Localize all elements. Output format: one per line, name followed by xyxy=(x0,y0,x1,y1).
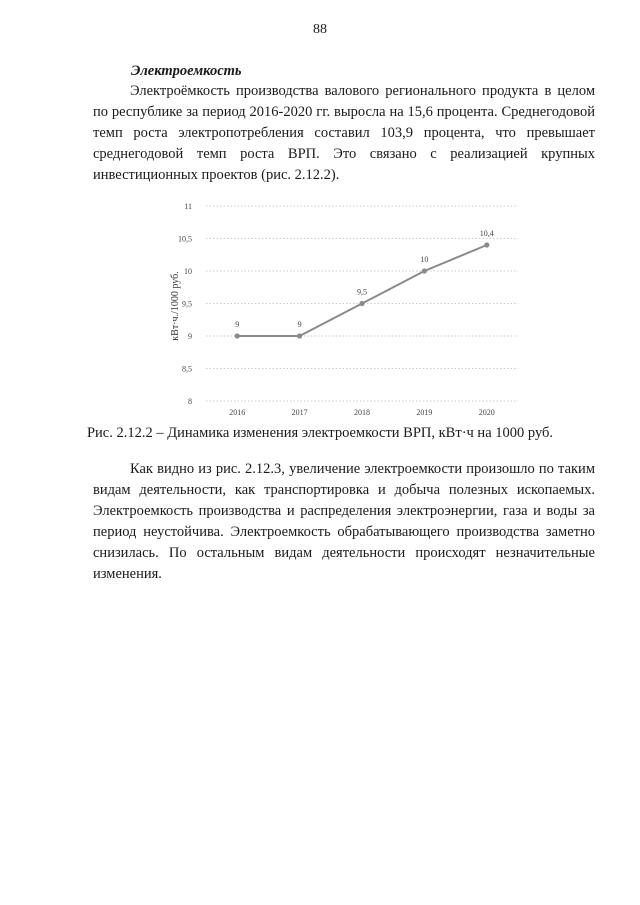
data-labels xyxy=(235,229,494,329)
x-axis-ticks xyxy=(229,408,495,417)
y-tick-label: 8 xyxy=(188,397,192,406)
y-tick-label: 10,5 xyxy=(178,234,192,244)
data-label: 9,5 xyxy=(357,287,367,297)
data-point xyxy=(484,242,489,247)
x-tick-label: 2019 xyxy=(416,408,433,417)
chart-svg xyxy=(158,196,528,421)
y-tick-label: 11 xyxy=(184,202,192,211)
x-tick-label: 2018 xyxy=(354,408,370,417)
y-tick-label: 8,5 xyxy=(182,364,192,374)
page-number: 88 xyxy=(313,22,327,37)
paragraph-intro: Электроёмкость производства валового регионального продукта в целом по республике за период 2016-2020 гг. выросла на 15,6 процента. Среднегодовой темп роста электропотребления составил 103,9 процента, что превышает среднегодовой темп роста ВРП. Это связано с реализацией крупных инвестиционных проектов (рис. 2.12.2). xyxy=(93,83,595,183)
y-axis-title: кВт·ч./1000 руб. xyxy=(170,271,181,341)
data-point xyxy=(297,333,302,338)
figure-caption: Рис. 2.12.2 – Динамика изменения электроемкости ВРП, кВт·ч на 1000 руб. xyxy=(86,425,554,441)
data-point xyxy=(359,301,364,306)
y-tick-label: 9,5 xyxy=(182,299,192,309)
x-tick-label: 2016 xyxy=(229,408,246,417)
data-label: 9 xyxy=(235,320,240,329)
data-point xyxy=(235,333,240,338)
y-tick-label: 10 xyxy=(184,267,192,276)
section-heading: Электроемкость xyxy=(131,63,242,79)
paragraph-analysis: Как видно из рис. 2.12.3, увеличение электроемкости произошло по таким видам деятельности, как транспортировка и добыча полезных ископаемых. Электроемкость производства и распределения электроэнергии, газа и воды за период неустойчива. Электроемкость обрабатывающего производства заметно снизилась. По остальным видам деятельности происходят незначительные изменения. xyxy=(93,461,595,582)
x-tick-label: 2020 xyxy=(478,408,495,417)
y-tick-label: 9 xyxy=(188,332,192,341)
data-label: 10,4 xyxy=(479,229,494,238)
data-label: 10 xyxy=(420,255,429,264)
data-label: 9 xyxy=(297,320,302,329)
data-point xyxy=(422,268,427,273)
x-tick-label: 2017 xyxy=(291,408,308,417)
line-chart xyxy=(158,196,528,421)
